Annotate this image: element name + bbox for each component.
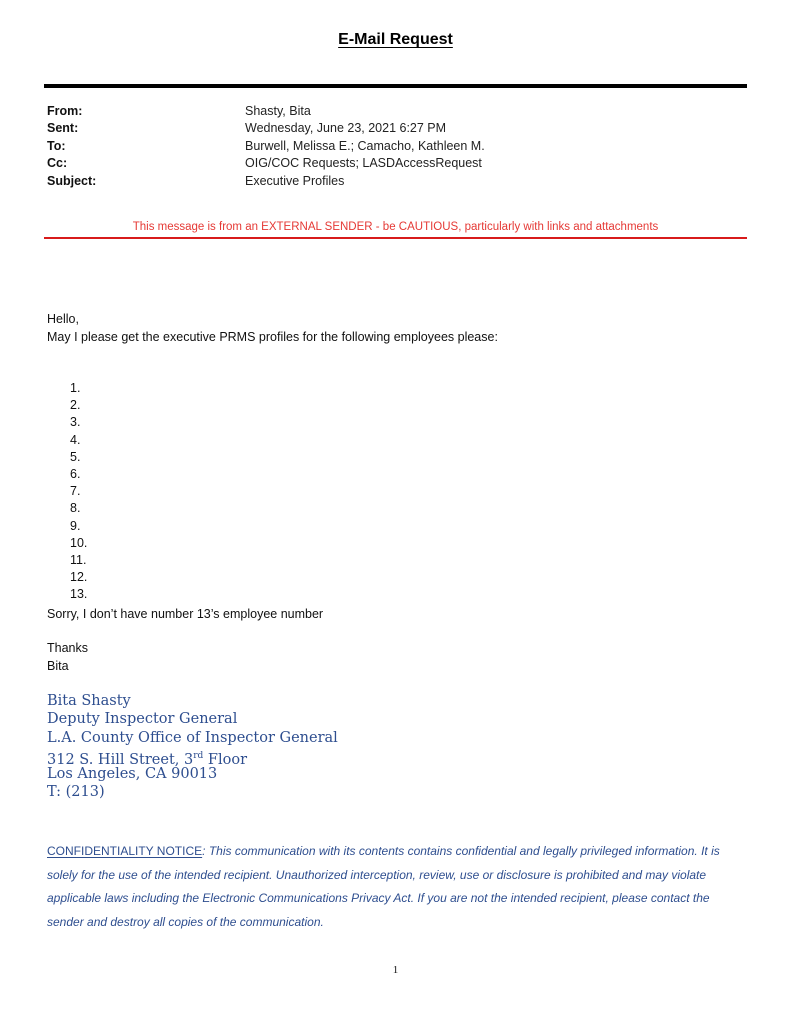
closing: Thanks bbox=[47, 641, 88, 655]
signature-city: Los Angeles, CA 90013 bbox=[47, 766, 218, 783]
header-label: From: bbox=[47, 103, 83, 118]
list-item: 6. bbox=[70, 466, 81, 481]
request-text: May I please get the executive PRMS profiles for the following employees please: bbox=[47, 330, 498, 344]
header-divider bbox=[44, 84, 747, 88]
header-label: Sent: bbox=[47, 121, 79, 136]
page-number: 1 bbox=[392, 964, 399, 976]
confidentiality-label: CONFIDENTIALITY NOTICE bbox=[47, 844, 203, 858]
list-item: 11. bbox=[70, 552, 87, 567]
address-ordinal: rd bbox=[193, 750, 204, 761]
header-label: To: bbox=[47, 138, 66, 153]
list-item: 1. bbox=[70, 381, 81, 395]
header-from bbox=[47, 102, 747, 120]
header-value: OIG/COC Requests; LASDAccessRequest bbox=[245, 156, 482, 171]
external-sender-warning: This message is from an EXTERNAL SENDER - be CAUTIOUS, particularly with links and attachments bbox=[132, 221, 659, 233]
confidentiality-notice bbox=[47, 840, 747, 934]
signature-address bbox=[47, 747, 338, 768]
header-value: Wednesday, June 23, 2021 6:27 PM bbox=[245, 121, 447, 136]
list-item: 9. bbox=[70, 518, 81, 533]
address-street: 312 S. Hill Street, 3 bbox=[47, 751, 194, 768]
warning-divider bbox=[44, 237, 747, 239]
note-text: Sorry, I don’t have number 13’s employee number bbox=[47, 607, 324, 621]
list-item: 8. bbox=[70, 501, 81, 516]
header-label: Cc: bbox=[47, 156, 68, 171]
list-item: 4. bbox=[70, 432, 81, 447]
header-value: Executive Profiles bbox=[245, 173, 345, 188]
header-to bbox=[47, 137, 747, 155]
employee-list bbox=[70, 380, 87, 603]
list-item: 5. bbox=[70, 449, 81, 464]
signature-title: Deputy Inspector General bbox=[47, 711, 238, 728]
header-sent bbox=[47, 120, 747, 138]
list-item: 12. bbox=[70, 570, 88, 585]
header-label: Subject: bbox=[47, 173, 97, 188]
signature-name: Bita Shasty bbox=[47, 693, 131, 709]
list-item: 7. bbox=[70, 484, 81, 499]
header-cc bbox=[47, 155, 747, 173]
signature-office: L.A. County Office of Inspector General bbox=[47, 729, 338, 746]
signature-phone: T: (213) bbox=[47, 784, 105, 801]
list-item: 10. bbox=[70, 535, 88, 550]
header-value: Burwell, Melissa E.; Camacho, Kathleen M. bbox=[245, 138, 485, 153]
header-value: Shasty, Bita bbox=[245, 103, 311, 118]
document-title: E-Mail Request bbox=[338, 31, 453, 48]
list-item: 13. bbox=[70, 587, 88, 602]
confidentiality-colon: : bbox=[202, 844, 206, 858]
email-headers bbox=[47, 102, 747, 190]
header-subject bbox=[47, 172, 747, 190]
address-floor: Floor bbox=[203, 751, 247, 768]
signature-block bbox=[47, 692, 338, 802]
confidentiality-text: This communication with its contents contains confidential and legally privileged information. It is solely for the use of the intended recipient. Unauthorized interception, review, use or disclosure is prohibited and may violate applicable laws including the Electronic Communications Privacy Act. If you are not the intended recipient, please contact the sender and destroy all copies of the communication. bbox=[47, 844, 720, 929]
sender-short-name: Bita bbox=[47, 659, 69, 673]
list-item: 3. bbox=[70, 415, 81, 430]
list-item: 2. bbox=[70, 398, 81, 413]
greeting: Hello, bbox=[47, 312, 79, 326]
